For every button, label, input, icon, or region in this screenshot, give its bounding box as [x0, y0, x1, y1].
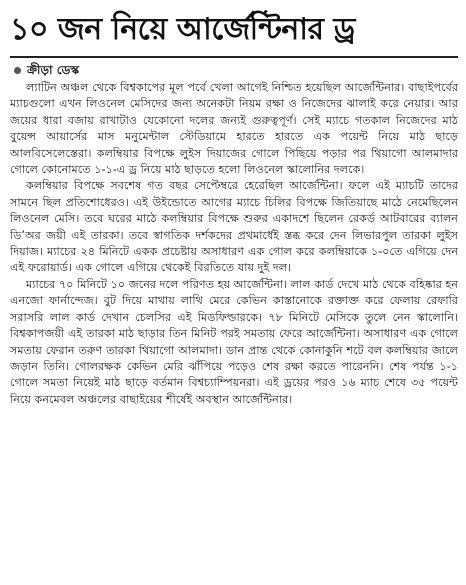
headline-divider [10, 56, 458, 58]
paragraph [10, 277, 458, 408]
byline-text: ক্রীড়া ডেস্ক [27, 63, 80, 77]
bullet-icon [14, 67, 21, 74]
paragraph-text: ল্যাটিন অঞ্চল থেকে বিশ্বকাপের মূল পর্বে খেলা আগেই নিশ্চিত হয়েছিল আর্জেন্টিনার। বাছাইপর্বের ম্যাচগুলো এখন লিওনেল মেসিদের জন্য অনেকটা নিয়ম রক্ষা ও নিজেদের ঝালাই করে নেয়ার। আর জয়ের ধারা বজায় রাখাটাও যেকোনো দলের জন্যই গুরুত্বপূর্ণ। সেই ম্যাচে গতকাল নিজেদের মাঠ বুয়েন্স আয়ার্সের মাস মনুমেন্টাল স্টেডিয়ামে হারতে হারতে এক পয়েন্ট নিয়ে মাঠ ছাড়ে আলবিসেলেস্তেরা। কলম্বিয়ার বিপক্ষে লুইস দিয়াজের গোলে পিছিয়ে পড়ার পর থিয়াগো আলমাদার গোলে কোনোমতে ১-১-এ ড্র নিয়ে মাঠ ছাড়তে হলো লিওনেল স্কালোনির দলকে। [10, 81, 458, 177]
byline [14, 62, 458, 78]
paragraph-text: ম্যাচের ৭০ মিনিটে ১০ জনের দলে পরিণত হয় আর্জেন্টিনা। লাল কার্ড দেখে মাঠ থেকে বহিষ্কার হন এনজো ফার্নান্দেজ। বুট দিয়ে মাথায় লাথি মেরে কেভিন কাস্তানোকে রক্তাক্ত করে ফেলায় রেফারি সরাসরি লাল কার্ড দেখান চেলসির এই মিডফিল্ডারকে। ৭৮ মিনিটে মেসিকে তুলে নেন স্কালোনি। বিশ্বকাপজয়ী এই তারকা মাঠ ছাড়ার তিন মিনিট পরই সমতায় ফেরে আর্জেন্টিনা। অসাধারণ এক গোলে সমতায় ফেরান তরুণ তারকা থিয়াগো আলমাদা। ডান প্রান্ত থেকে কোনাকুনি শটে বল কলম্বিয়ার জালে জড়ান তিনি। গোলরক্ষক কেভিন মেরি ঝাঁপিয়ে পড়েও শেষ রক্ষা করতে পারেননি। শেষ পর্যন্ত ১-১ গোলে সমতা নিয়েই মাঠ ছাড়ে বর্তমান বিশ্বচ্যাম্পিয়নরা। এই ড্রয়ের পরও ১৬ ম্যাচ শেষে ৩৫ পয়েন্ট নিয়ে কনমেবল অঞ্চলের বাছাইয়ের শীর্ষেই অবস্থান আর্জেন্টিনার। [10, 277, 458, 406]
paragraph-text: কলম্বিয়ার বিপক্ষে সবশেষ গত বছর সেপ্টেম্বরে হেরেছিল আর্জেন্টিনা। ফলে এই ম্যাচটি তাদের সামনে ছিল প্রতিশোধেরও। এই উইন্ডোতে আগের ম্যাচে চিলির বিপক্ষে জিতিয়াছে মাঠে নেমেছিলেন লিওনেল মেসি। তবে ঘরের মাঠে কলম্বিয়ার বিপক্ষে শুরুর একাদশে ছিলেন রেকর্ড আটবারের ব্যালন ডি’অর জয়ী এই তারকা। তবে স্বাগতিক দর্শকদের প্রথমার্ধেই স্তব্ধ করে দেন লিভারপুল তারকা লুইস দিয়াজ। ম্যাচের ২৪ মিনিটে একক প্রচেষ্টায় অসাধারণ এক গোল করে কলম্বিয়াকে ১-০তে এগিয়ে দেন এই ফরোয়ার্ড। এক গোলে এগিয়ে থেকেই বিরতিতে যায় দুই দল। [10, 179, 458, 275]
paragraph [10, 178, 458, 276]
paragraph [10, 80, 458, 178]
article-body [10, 80, 458, 408]
headline: ১০ জন নিয়ে আর্জেন্টিনার ড্র [10, 12, 355, 47]
